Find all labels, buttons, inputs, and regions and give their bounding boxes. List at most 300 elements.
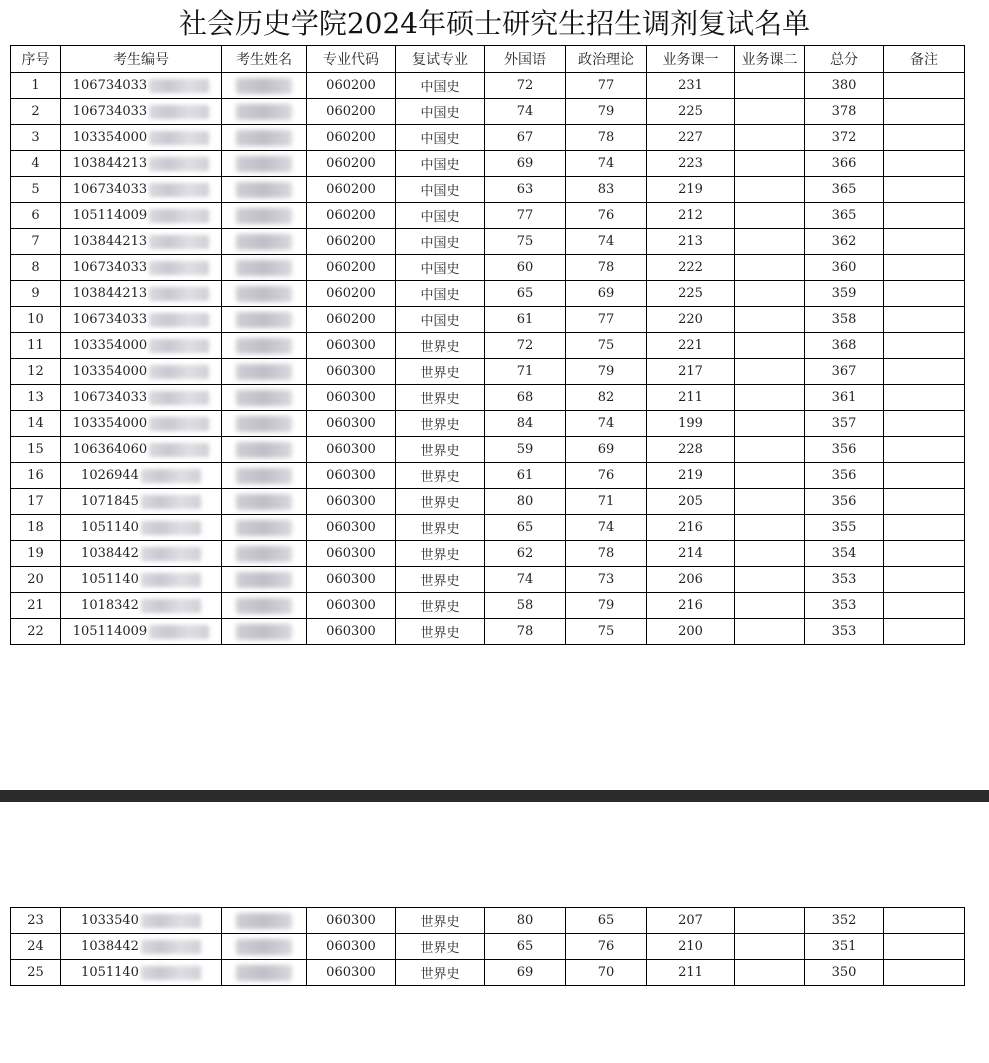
cell-major: 世界史	[396, 908, 485, 934]
cell-course-two	[735, 99, 805, 125]
student-id-visible: 106734033	[72, 104, 148, 119]
redacted-name-blur	[236, 338, 292, 354]
student-id-visible: 106734033	[72, 390, 148, 405]
redacted-id-blur	[149, 339, 209, 353]
cell-major: 中国史	[396, 307, 485, 333]
cell-no: 5	[11, 177, 61, 203]
cell-politics: 79	[566, 359, 647, 385]
table-row	[11, 593, 965, 619]
cell-student-id	[61, 385, 222, 411]
cell-no: 11	[11, 333, 61, 359]
redacted-id-blur	[149, 157, 209, 171]
cell-course-two	[735, 489, 805, 515]
cell-major: 世界史	[396, 593, 485, 619]
cell-student-name	[222, 934, 307, 960]
cell-major-code: 060300	[307, 359, 396, 385]
cell-foreign-language: 69	[485, 151, 566, 177]
cell-course-one: 205	[647, 489, 735, 515]
cell-politics: 75	[566, 333, 647, 359]
cell-total: 356	[805, 437, 884, 463]
cell-student-name	[222, 385, 307, 411]
cell-student-id	[61, 203, 222, 229]
cell-course-one: 231	[647, 73, 735, 99]
table-row	[11, 567, 965, 593]
cell-major-code: 060200	[307, 151, 396, 177]
cell-note	[884, 934, 965, 960]
cell-major: 世界史	[396, 619, 485, 645]
cell-foreign-language: 71	[485, 359, 566, 385]
cell-major: 世界史	[396, 489, 485, 515]
cell-total: 353	[805, 593, 884, 619]
cell-note	[884, 619, 965, 645]
cell-no: 16	[11, 463, 61, 489]
cell-student-id	[61, 411, 222, 437]
redacted-id-blur	[149, 625, 209, 639]
redacted-id-blur	[141, 521, 201, 535]
cell-major-code: 060300	[307, 385, 396, 411]
cell-course-one: 212	[647, 203, 735, 229]
cell-note	[884, 960, 965, 986]
table-row	[11, 203, 965, 229]
cell-note	[884, 151, 965, 177]
table-row	[11, 908, 965, 934]
cell-course-one: 213	[647, 229, 735, 255]
redacted-name-blur	[236, 260, 292, 276]
cell-politics: 79	[566, 99, 647, 125]
redacted-id-blur	[141, 547, 201, 561]
cell-student-id	[61, 151, 222, 177]
redacted-name-blur	[236, 939, 292, 955]
cell-major-code: 060200	[307, 99, 396, 125]
cell-no: 25	[11, 960, 61, 986]
cell-major: 中国史	[396, 73, 485, 99]
cell-student-name	[222, 203, 307, 229]
col-header-name: 考生姓名	[222, 46, 307, 73]
cell-student-name	[222, 908, 307, 934]
cell-course-one: 216	[647, 593, 735, 619]
student-id-visible: 1071845	[81, 494, 139, 509]
cell-student-name	[222, 255, 307, 281]
cell-no: 14	[11, 411, 61, 437]
cell-student-id	[61, 489, 222, 515]
cell-student-name	[222, 99, 307, 125]
student-id-visible: 1018342	[81, 598, 139, 613]
cell-student-name	[222, 960, 307, 986]
student-id-visible: 103844213	[72, 286, 148, 301]
redacted-id-blur	[141, 469, 201, 483]
cell-note	[884, 489, 965, 515]
student-id-visible: 105114009	[72, 208, 148, 223]
cell-course-two	[735, 934, 805, 960]
student-id-visible: 106364060	[72, 442, 148, 457]
cell-course-one: 228	[647, 437, 735, 463]
cell-no: 17	[11, 489, 61, 515]
cell-course-one: 211	[647, 385, 735, 411]
cell-course-one: 225	[647, 281, 735, 307]
cell-major: 世界史	[396, 515, 485, 541]
redacted-name-blur	[236, 312, 292, 328]
cell-course-one: 210	[647, 934, 735, 960]
cell-total: 365	[805, 177, 884, 203]
cell-foreign-language: 78	[485, 619, 566, 645]
redacted-name-blur	[236, 156, 292, 172]
page-divider	[0, 790, 989, 802]
cell-major: 中国史	[396, 99, 485, 125]
redacted-id-blur	[141, 966, 201, 980]
admission-table	[10, 45, 965, 645]
cell-course-one: 216	[647, 515, 735, 541]
cell-foreign-language: 80	[485, 489, 566, 515]
cell-foreign-language: 65	[485, 515, 566, 541]
redacted-name-blur	[236, 965, 292, 981]
cell-note	[884, 411, 965, 437]
cell-no: 8	[11, 255, 61, 281]
redacted-name-blur	[236, 598, 292, 614]
cell-total: 358	[805, 307, 884, 333]
cell-politics: 75	[566, 619, 647, 645]
cell-total: 356	[805, 463, 884, 489]
student-id-visible: 103844213	[72, 156, 148, 171]
student-id-visible: 105114009	[72, 624, 148, 639]
cell-note	[884, 359, 965, 385]
col-header-foreign: 外国语	[485, 46, 566, 73]
cell-no: 10	[11, 307, 61, 333]
student-id-visible: 1051140	[81, 572, 139, 587]
cell-total: 355	[805, 515, 884, 541]
cell-note	[884, 229, 965, 255]
cell-course-one: 214	[647, 541, 735, 567]
cell-no: 1	[11, 73, 61, 99]
cell-no: 12	[11, 359, 61, 385]
cell-student-id	[61, 125, 222, 151]
cell-note	[884, 908, 965, 934]
cell-course-two	[735, 281, 805, 307]
student-id-visible: 1026944	[81, 468, 139, 483]
cell-student-name	[222, 333, 307, 359]
redacted-id-blur	[149, 391, 209, 405]
cell-note	[884, 463, 965, 489]
cell-student-name	[222, 437, 307, 463]
student-id-visible: 103354000	[72, 416, 148, 431]
cell-total: 359	[805, 281, 884, 307]
cell-total: 378	[805, 99, 884, 125]
cell-note	[884, 385, 965, 411]
cell-course-two	[735, 177, 805, 203]
cell-politics: 70	[566, 960, 647, 986]
redacted-id-blur	[149, 261, 209, 275]
student-id-visible: 103844213	[72, 234, 148, 249]
cell-major: 世界史	[396, 437, 485, 463]
table-row	[11, 125, 965, 151]
cell-course-one: 206	[647, 567, 735, 593]
cell-major-code: 060300	[307, 437, 396, 463]
cell-foreign-language: 61	[485, 307, 566, 333]
cell-politics: 69	[566, 281, 647, 307]
col-header-no: 序号	[11, 46, 61, 73]
cell-politics: 77	[566, 73, 647, 99]
cell-no: 2	[11, 99, 61, 125]
cell-politics: 78	[566, 255, 647, 281]
cell-foreign-language: 58	[485, 593, 566, 619]
cell-major-code: 060200	[307, 281, 396, 307]
cell-note	[884, 515, 965, 541]
cell-major-code: 060300	[307, 593, 396, 619]
cell-major-code: 060300	[307, 960, 396, 986]
cell-politics: 69	[566, 437, 647, 463]
cell-major: 世界史	[396, 934, 485, 960]
cell-politics: 76	[566, 934, 647, 960]
cell-note	[884, 307, 965, 333]
cell-no: 19	[11, 541, 61, 567]
redacted-name-blur	[236, 572, 292, 588]
cell-student-name	[222, 619, 307, 645]
student-id-visible: 103354000	[72, 338, 148, 353]
table-row	[11, 359, 965, 385]
cell-course-one: 225	[647, 99, 735, 125]
cell-foreign-language: 65	[485, 934, 566, 960]
cell-note	[884, 99, 965, 125]
admission-table-continued	[10, 907, 965, 986]
cell-no: 21	[11, 593, 61, 619]
cell-student-id	[61, 177, 222, 203]
cell-politics: 78	[566, 125, 647, 151]
cell-course-one: 220	[647, 307, 735, 333]
cell-major-code: 060200	[307, 255, 396, 281]
cell-major-code: 060300	[307, 934, 396, 960]
redacted-name-blur	[236, 416, 292, 432]
redacted-name-blur	[236, 546, 292, 562]
redacted-name-blur	[236, 913, 292, 929]
table-row	[11, 333, 965, 359]
cell-no: 18	[11, 515, 61, 541]
col-header-politics: 政治理论	[566, 46, 647, 73]
cell-student-name	[222, 463, 307, 489]
cell-major-code: 060200	[307, 177, 396, 203]
cell-student-id	[61, 463, 222, 489]
cell-course-two	[735, 619, 805, 645]
student-id-visible: 106734033	[72, 312, 148, 327]
cell-note	[884, 541, 965, 567]
cell-no: 23	[11, 908, 61, 934]
cell-note	[884, 177, 965, 203]
cell-note	[884, 255, 965, 281]
table-row	[11, 255, 965, 281]
cell-course-two	[735, 515, 805, 541]
cell-major: 世界史	[396, 359, 485, 385]
cell-course-two	[735, 333, 805, 359]
cell-course-one: 211	[647, 960, 735, 986]
cell-no: 24	[11, 934, 61, 960]
cell-course-two	[735, 307, 805, 333]
cell-course-two	[735, 359, 805, 385]
cell-major: 世界史	[396, 960, 485, 986]
redacted-name-blur	[236, 442, 292, 458]
cell-major: 中国史	[396, 177, 485, 203]
cell-major-code: 060200	[307, 125, 396, 151]
table-header-row	[11, 46, 965, 73]
cell-major-code: 060200	[307, 229, 396, 255]
cell-foreign-language: 69	[485, 960, 566, 986]
cell-foreign-language: 72	[485, 333, 566, 359]
cell-no: 13	[11, 385, 61, 411]
cell-student-id	[61, 307, 222, 333]
cell-major: 世界史	[396, 541, 485, 567]
cell-total: 372	[805, 125, 884, 151]
cell-major-code: 060300	[307, 515, 396, 541]
cell-total: 357	[805, 411, 884, 437]
cell-total: 351	[805, 934, 884, 960]
cell-note	[884, 567, 965, 593]
cell-foreign-language: 68	[485, 385, 566, 411]
col-header-course2: 业务课二	[735, 46, 805, 73]
cell-major-code: 060300	[307, 567, 396, 593]
table-row	[11, 463, 965, 489]
cell-total: 368	[805, 333, 884, 359]
cell-course-two	[735, 908, 805, 934]
cell-total: 353	[805, 567, 884, 593]
table-row	[11, 99, 965, 125]
cell-course-one: 223	[647, 151, 735, 177]
student-id-visible: 1033540	[81, 913, 139, 928]
table-row	[11, 960, 965, 986]
cell-foreign-language: 77	[485, 203, 566, 229]
cell-major: 中国史	[396, 229, 485, 255]
cell-course-one: 219	[647, 177, 735, 203]
cell-course-one: 227	[647, 125, 735, 151]
cell-course-one: 219	[647, 463, 735, 489]
cell-course-two	[735, 567, 805, 593]
redacted-name-blur	[236, 208, 292, 224]
redacted-id-blur	[141, 573, 201, 587]
cell-student-name	[222, 229, 307, 255]
cell-politics: 74	[566, 411, 647, 437]
cell-total: 362	[805, 229, 884, 255]
cell-student-name	[222, 177, 307, 203]
col-header-total: 总分	[805, 46, 884, 73]
cell-student-id	[61, 541, 222, 567]
cell-no: 4	[11, 151, 61, 177]
table-row	[11, 437, 965, 463]
cell-total: 352	[805, 908, 884, 934]
cell-major-code: 060200	[307, 203, 396, 229]
redacted-name-blur	[236, 286, 292, 302]
cell-foreign-language: 80	[485, 908, 566, 934]
cell-no: 7	[11, 229, 61, 255]
table-row	[11, 515, 965, 541]
student-id-visible: 1051140	[81, 520, 139, 535]
student-id-visible: 103354000	[72, 130, 148, 145]
cell-course-two	[735, 411, 805, 437]
col-header-course1: 业务课一	[647, 46, 735, 73]
cell-student-name	[222, 125, 307, 151]
cell-student-name	[222, 593, 307, 619]
redacted-name-blur	[236, 130, 292, 146]
cell-total: 356	[805, 489, 884, 515]
cell-student-name	[222, 567, 307, 593]
cell-student-id	[61, 255, 222, 281]
cell-politics: 77	[566, 307, 647, 333]
cell-student-name	[222, 281, 307, 307]
col-header-code: 专业代码	[307, 46, 396, 73]
table-row	[11, 281, 965, 307]
redacted-id-blur	[149, 105, 209, 119]
redacted-name-blur	[236, 182, 292, 198]
cell-major: 世界史	[396, 463, 485, 489]
cell-student-id	[61, 908, 222, 934]
cell-course-one: 221	[647, 333, 735, 359]
cell-course-two	[735, 73, 805, 99]
cell-major-code: 060300	[307, 908, 396, 934]
cell-course-two	[735, 151, 805, 177]
cell-foreign-language: 72	[485, 73, 566, 99]
cell-student-name	[222, 411, 307, 437]
redacted-name-blur	[236, 104, 292, 120]
redacted-id-blur	[149, 365, 209, 379]
cell-course-one: 207	[647, 908, 735, 934]
cell-politics: 74	[566, 515, 647, 541]
cell-note	[884, 125, 965, 151]
cell-student-id	[61, 960, 222, 986]
cell-major: 中国史	[396, 151, 485, 177]
cell-major: 中国史	[396, 203, 485, 229]
cell-total: 366	[805, 151, 884, 177]
cell-student-name	[222, 515, 307, 541]
cell-major: 世界史	[396, 567, 485, 593]
cell-politics: 78	[566, 541, 647, 567]
redacted-id-blur	[141, 495, 201, 509]
cell-politics: 74	[566, 229, 647, 255]
cell-major-code: 060300	[307, 619, 396, 645]
cell-major: 世界史	[396, 411, 485, 437]
cell-student-id	[61, 934, 222, 960]
cell-major: 中国史	[396, 255, 485, 281]
cell-note	[884, 281, 965, 307]
student-id-visible: 1051140	[81, 965, 139, 980]
cell-student-name	[222, 359, 307, 385]
table-row	[11, 307, 965, 333]
cell-foreign-language: 75	[485, 229, 566, 255]
redacted-id-blur	[149, 209, 209, 223]
cell-politics: 74	[566, 151, 647, 177]
cell-foreign-language: 59	[485, 437, 566, 463]
redacted-id-blur	[149, 417, 209, 431]
cell-course-two	[735, 385, 805, 411]
page-title: 社会历史学院2024年硕士研究生招生调剂复试名单	[178, 7, 811, 40]
table-row	[11, 177, 965, 203]
cell-politics: 83	[566, 177, 647, 203]
cell-total: 367	[805, 359, 884, 385]
col-header-major: 复试专业	[396, 46, 485, 73]
cell-no: 9	[11, 281, 61, 307]
cell-major: 世界史	[396, 333, 485, 359]
redacted-id-blur	[141, 599, 201, 613]
cell-major-code: 060300	[307, 333, 396, 359]
table-row	[11, 229, 965, 255]
redacted-id-blur	[149, 235, 209, 249]
redacted-id-blur	[149, 313, 209, 327]
redacted-name-blur	[236, 78, 292, 94]
cell-major: 中国史	[396, 125, 485, 151]
redacted-name-blur	[236, 520, 292, 536]
table-row	[11, 411, 965, 437]
cell-total: 350	[805, 960, 884, 986]
cell-course-two	[735, 125, 805, 151]
redacted-name-blur	[236, 390, 292, 406]
cell-course-two	[735, 229, 805, 255]
cell-student-id	[61, 515, 222, 541]
redacted-name-blur	[236, 364, 292, 380]
cell-politics: 73	[566, 567, 647, 593]
